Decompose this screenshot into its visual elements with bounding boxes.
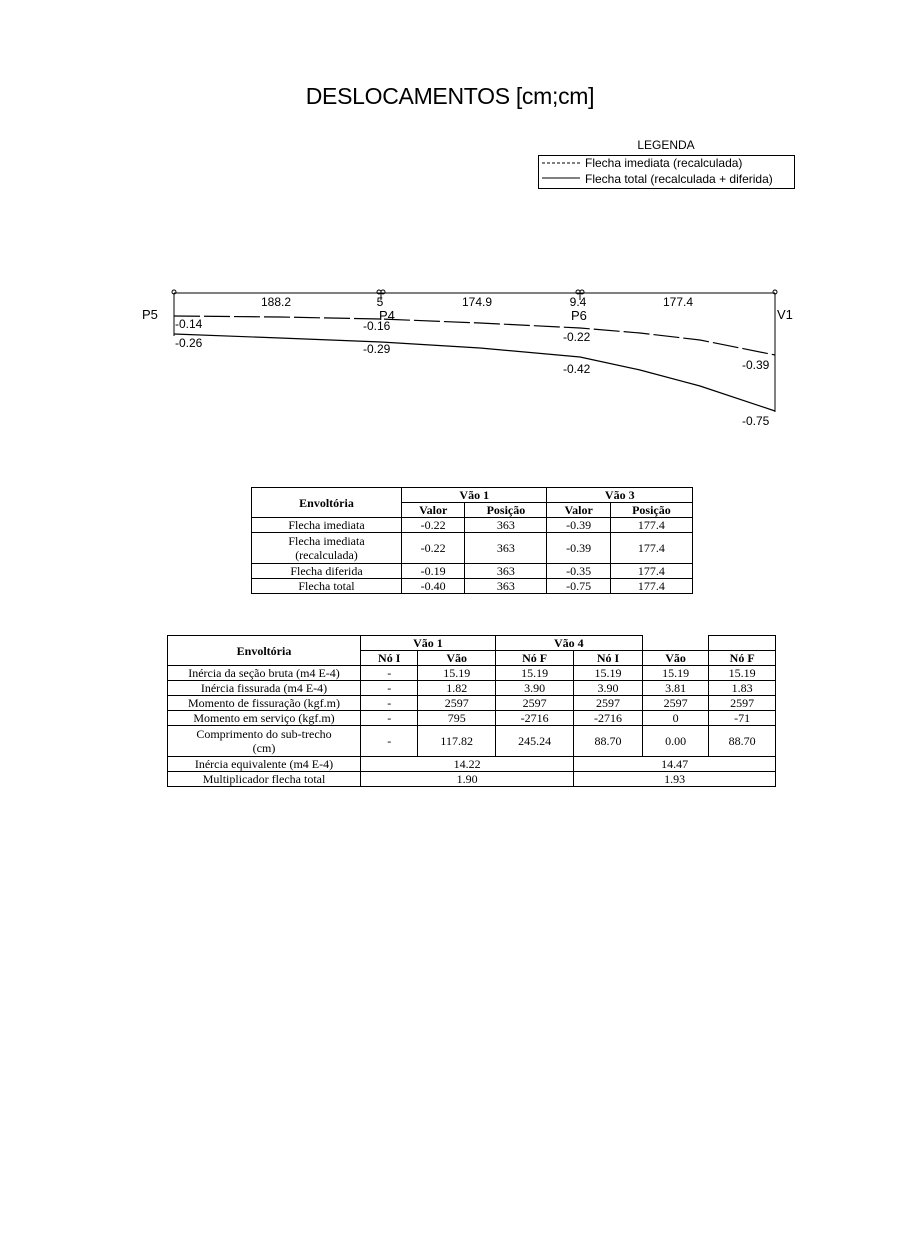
table-cell: 15.19 — [642, 666, 709, 681]
table-cell: 3.90 — [574, 681, 643, 696]
table-cell: -0.39 — [547, 533, 610, 564]
legend-item-total: Flecha total (recalculada + diferida) — [585, 172, 773, 186]
table-cell: -0.39 — [547, 518, 610, 533]
immediate-value-label: -0.39 — [742, 358, 770, 372]
span-label: 174.9 — [461, 295, 493, 309]
immediate-deflection-curve — [174, 316, 775, 355]
total-value-label: -0.26 — [175, 336, 203, 350]
table-cell: 2597 — [574, 696, 643, 711]
table-cell: 245.24 — [495, 726, 573, 757]
table-cell: 88.70 — [709, 726, 776, 757]
table-row — [252, 564, 693, 579]
table-cell: 0.00 — [642, 726, 709, 757]
total-value-label: -0.42 — [563, 362, 591, 376]
table-cell: -0.75 — [547, 579, 610, 594]
table-cell: 117.82 — [418, 726, 495, 757]
row-label: Flecha total — [252, 579, 402, 594]
table-cell: 1.82 — [418, 681, 495, 696]
row-label: Flecha imediata (recalculada) — [252, 533, 402, 564]
row-label: Comprimento do sub-trecho (cm) — [168, 726, 361, 757]
table-cell: 363 — [465, 579, 547, 594]
support-label: P4 — [379, 308, 395, 323]
column-header: Vão — [642, 651, 709, 666]
table-row — [252, 518, 693, 533]
span-label: 5 — [376, 295, 384, 309]
table-row — [168, 726, 776, 757]
table-cell: -0.19 — [402, 564, 465, 579]
table-row — [168, 666, 776, 681]
immediate-value-label: -0.14 — [175, 317, 203, 331]
table-row — [168, 711, 776, 726]
column-header: Vão — [418, 651, 495, 666]
immediate-value-label: -0.22 — [563, 330, 591, 344]
table-cell: 15.19 — [709, 666, 776, 681]
total-deflection-curve — [174, 334, 775, 411]
table-cell: 0 — [642, 711, 709, 726]
table-cell: 2597 — [418, 696, 495, 711]
table-cell: 363 — [465, 564, 547, 579]
table-cell: 15.19 — [574, 666, 643, 681]
table-cell: -2716 — [495, 711, 573, 726]
table-cell: -2716 — [574, 711, 643, 726]
row-label: Momento em serviço (kgf.m) — [168, 711, 361, 726]
span-header: Vão 4 — [495, 636, 642, 651]
table-cell: - — [361, 696, 418, 711]
column-header: Nó F — [709, 651, 776, 666]
table-cell: 2597 — [495, 696, 573, 711]
table-cell: 177.4 — [610, 518, 692, 533]
table-cell: 1.93 — [574, 772, 776, 787]
row-label: Flecha diferida — [252, 564, 402, 579]
table-row — [168, 681, 776, 696]
row-label: Momento de fissuração (kgf.m) — [168, 696, 361, 711]
table-cell: -0.35 — [547, 564, 610, 579]
empty-header-cell — [642, 636, 709, 651]
total-value-label: -0.75 — [742, 414, 770, 428]
table-row — [168, 696, 776, 711]
table-cell: -0.40 — [402, 579, 465, 594]
table-cell: 2597 — [642, 696, 709, 711]
table-cell: 1.83 — [709, 681, 776, 696]
page-title: DESLOCAMENTOS [cm;cm] — [305, 83, 595, 109]
table-cell: 1.90 — [361, 772, 574, 787]
table-cell: 3.90 — [495, 681, 573, 696]
span-label: 9.4 — [569, 295, 587, 309]
column-header: Posição — [465, 503, 547, 518]
table-cell: 177.4 — [610, 564, 692, 579]
table-cell: 14.47 — [574, 757, 776, 772]
support-label: P6 — [571, 308, 587, 323]
table-row — [168, 757, 776, 772]
table-cell: -0.22 — [402, 533, 465, 564]
row-label: Multiplicador flecha total — [168, 772, 361, 787]
support-label: V1 — [777, 307, 793, 322]
table-row — [168, 772, 776, 787]
column-header: Posição — [610, 503, 692, 518]
table-row — [252, 579, 693, 594]
column-header: Valor — [547, 503, 610, 518]
row-label: Inércia da seção bruta (m4 E-4) — [168, 666, 361, 681]
row-label: Inércia fissurada (m4 E-4) — [168, 681, 361, 696]
support-label: P5 — [142, 307, 158, 322]
row-label: Inércia equivalente (m4 E-4) — [168, 757, 361, 772]
total-value-label: -0.29 — [363, 342, 391, 356]
span-label: 177.4 — [662, 295, 694, 309]
span-label: 188.2 — [260, 295, 292, 309]
table-cell: 2597 — [709, 696, 776, 711]
displacement-diagram — [0, 130, 900, 440]
table-row — [252, 533, 693, 564]
empty-header-cell — [709, 636, 776, 651]
table-cell: 15.19 — [418, 666, 495, 681]
inertia-table — [167, 635, 776, 787]
table-cell: 15.19 — [495, 666, 573, 681]
table-corner-header: Envoltória — [252, 488, 402, 518]
table-cell: 795 — [418, 711, 495, 726]
table-cell: 3.81 — [642, 681, 709, 696]
table-cell: 177.4 — [610, 579, 692, 594]
table-cell: - — [361, 726, 418, 757]
table-cell: 177.4 — [610, 533, 692, 564]
span-header: Vão 1 — [361, 636, 496, 651]
legend-item-immediate: Flecha imediata (recalculada) — [585, 156, 743, 170]
column-header: Valor — [402, 503, 465, 518]
table-corner-header: Envoltória — [168, 636, 361, 666]
row-label: Flecha imediata — [252, 518, 402, 533]
span-header: Vão 3 — [547, 488, 693, 503]
table-cell: - — [361, 711, 418, 726]
column-header: Nó F — [495, 651, 573, 666]
legend-heading: LEGENDA — [637, 138, 695, 152]
column-header: Nó I — [574, 651, 643, 666]
table-cell: 363 — [465, 533, 547, 564]
deflection-summary-table — [251, 487, 693, 594]
table-cell: - — [361, 681, 418, 696]
table-cell: -0.22 — [402, 518, 465, 533]
span-header: Vão 1 — [402, 488, 547, 503]
table-cell: 88.70 — [574, 726, 643, 757]
table-cell: -71 — [709, 711, 776, 726]
column-header: Nó I — [361, 651, 418, 666]
table-cell: - — [361, 666, 418, 681]
table-cell: 363 — [465, 518, 547, 533]
table-cell: 14.22 — [361, 757, 574, 772]
immediate-value-label: -0.16 — [363, 319, 391, 333]
